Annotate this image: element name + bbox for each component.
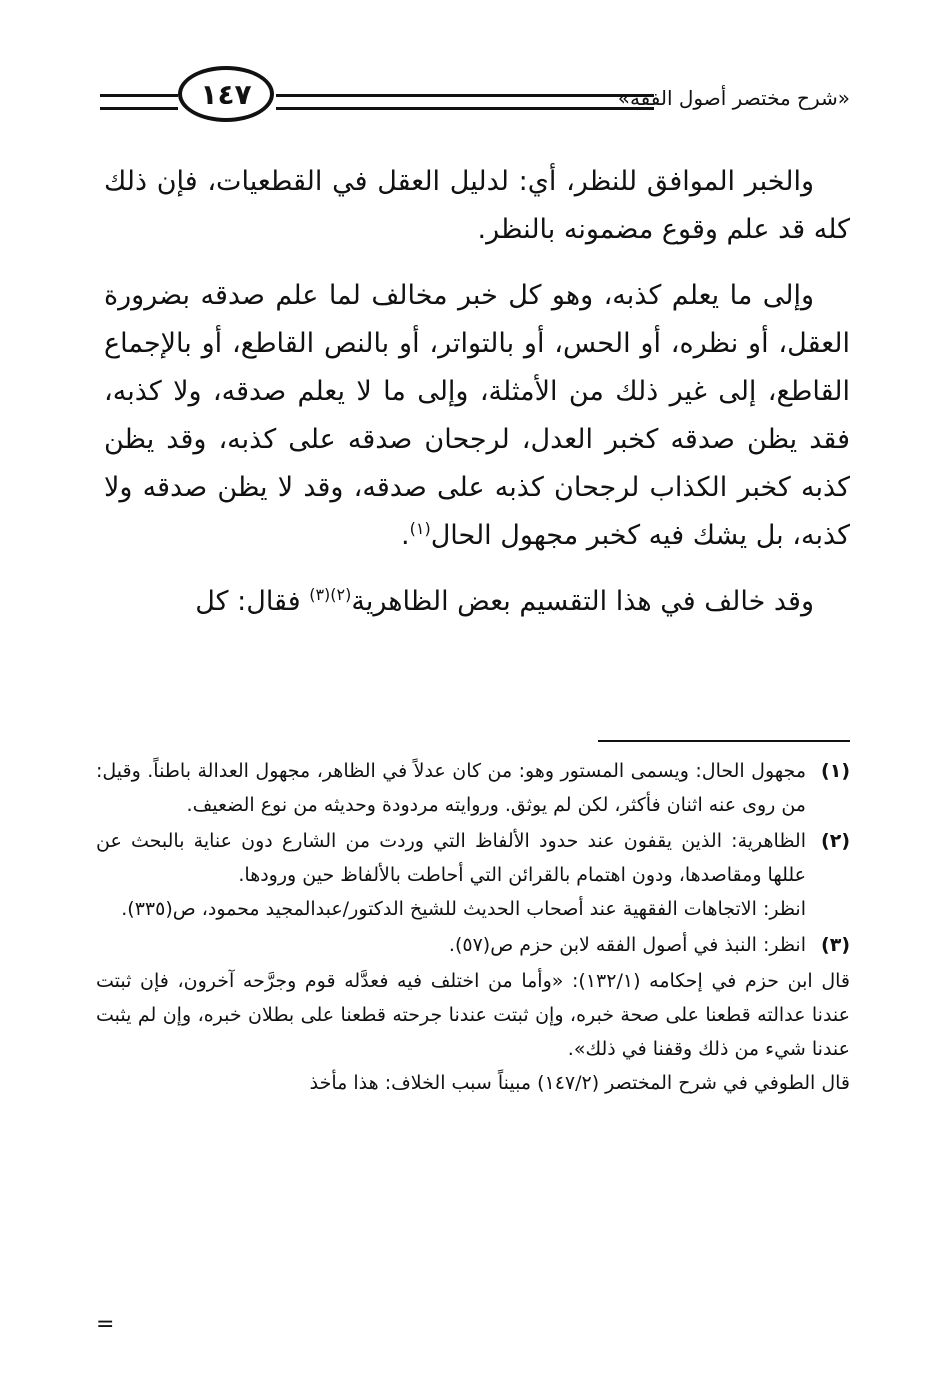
footnote-text: الظاهرية: الذين يقفون عند حدود الألفاظ التي وردت من الشارع دون عناية بالبحث عن عللها ومقاصدها، ودون اهتمام بالقرائن التي أحاطت بالألفاظ حين ورودها. xyxy=(96,830,806,886)
paragraph-1: والخبر الموافق للنظر، أي: لدليل العقل في القطعيات، فإن ذلك كله قد علم وقوع مضمونه بالنظر. xyxy=(104,166,850,245)
paragraph-2-end: . xyxy=(401,520,410,551)
footnote-3-quote: قال ابن حزم في إحكامه (١٣٢/١): «وأما من اختلف فيه فعدَّله قوم وجرَّحه آخرون، فإن ثبتت عندنا عدالته قطعنا على صحة خبره، وإن ثبتت عندنا جرحته قطعنا على بطلان خبره، وإن لم يثبت عندنا شيء من ذلك وقفنا في ذلك». xyxy=(96,970,850,1060)
page-header xyxy=(100,62,850,132)
footnote-number: (٢) xyxy=(821,830,850,852)
footnote-divider xyxy=(598,740,850,742)
footnote-ref-1[interactable]: (١) xyxy=(409,519,431,538)
footnote-body xyxy=(96,928,806,962)
footnote-number: (١) xyxy=(821,760,850,782)
footnote-text: مجهول الحال: ويسمى المستور وهو: من كان عدلاً في الظاهر، مجهول العدالة باطناً. وقيل: من روى عنه اثنان فأكثر، لكن لم يوثق. وروايته مردودة وحديثه من نوع الضعيف. xyxy=(96,760,806,816)
main-text xyxy=(104,158,850,644)
footnote-source: انظر: النبذ في أصول الفقه لابن حزم ص(٥٧). xyxy=(448,934,806,956)
header-rule-right xyxy=(276,94,654,110)
continuation-mark: = xyxy=(96,1312,115,1337)
page-number-badge xyxy=(178,66,274,122)
paragraph-3-rest: فقال: كل xyxy=(195,586,310,617)
footnote-source: انظر: الاتجاهات الفقهية عند أصحاب الحديث للشيخ الدكتور/عبدالمجيد محمود، ص(٣٣٥). xyxy=(121,898,806,920)
footnotes xyxy=(96,754,850,1100)
page-number: ١٤٧ xyxy=(200,77,252,111)
running-title: «شرح مختصر أصول الفقه» xyxy=(617,86,850,110)
footnote-number: (٣) xyxy=(821,934,850,956)
footnote-3-tufi: قال الطوفي في شرح المختصر (١٤٧/٢) مبيناً سبب الخلاف: هذا مأخذ xyxy=(309,1072,850,1094)
footnote-3 xyxy=(96,928,850,962)
paragraph-2-text: وإلى ما يعلم كذبه، وهو كل خبر مخالف لما علم صدقه بضرورة العقل، أو نظره، أو الحس، أو بالتواتر، أو بالنص القاطع، أو بالإجماع القاطع، إلى غير ذلك من الأمثلة، وإلى ما لا يعلم صدقه، ولا كذبه، فقد يظن صدقه كخبر العدل، لرجحان صدقه على كذبه، وقد يظن كذبه كخبر الكذاب لرجحان كذبه على صدقه، وقد لا يظن صدقه ولا كذبه، بل يشك فيه كخبر مجهول الحال xyxy=(104,280,850,551)
header-rule-left xyxy=(100,94,178,110)
footnote-1 xyxy=(96,754,850,822)
paragraph-3 xyxy=(104,578,850,626)
footnote-body xyxy=(96,824,806,926)
paragraph-3-text: وقد خالف في هذا التقسيم بعض الظاهرية xyxy=(351,586,814,617)
footnote-2 xyxy=(96,824,850,926)
paragraph-2 xyxy=(104,272,850,560)
footnote-ref-2-3[interactable]: (٢)(٣) xyxy=(309,585,352,604)
